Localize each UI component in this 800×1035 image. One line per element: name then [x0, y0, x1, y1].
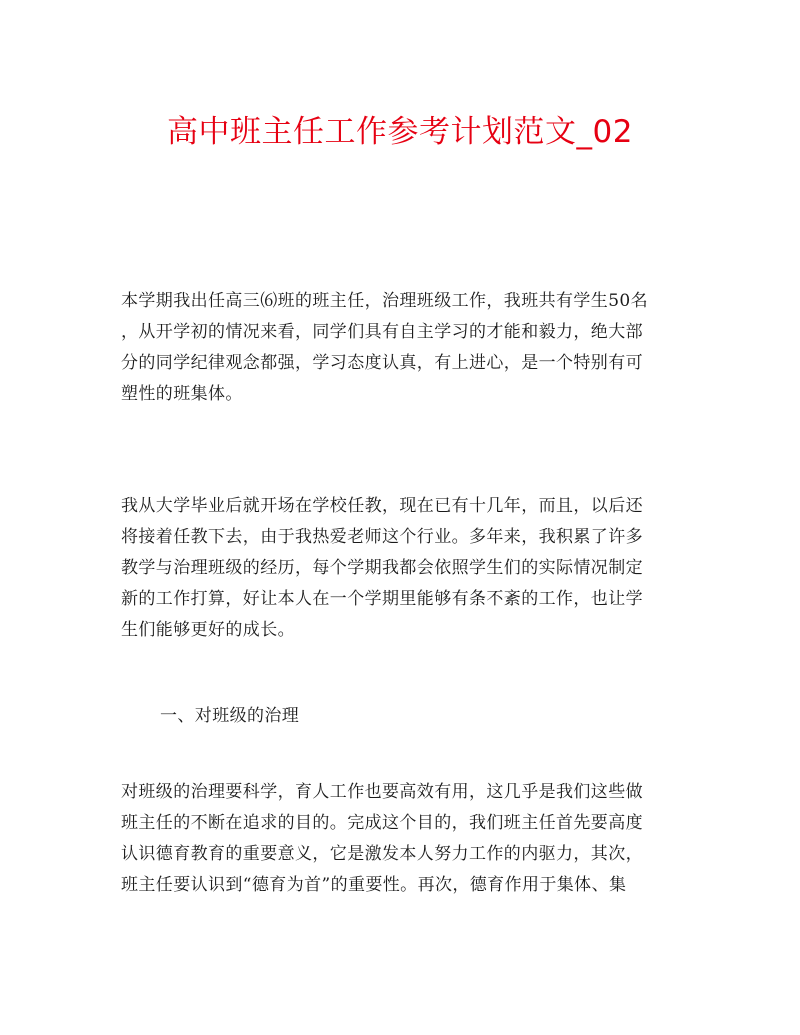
- paragraph-teaching-experience: [121, 491, 681, 646]
- text-line: 塑性的班集体。: [121, 384, 243, 404]
- section-heading: 一、对班级的治理: [160, 706, 300, 726]
- text-line: 对班级的治理要科学，育人工作也要高效有用，这几乎是我们这些做: [121, 782, 643, 802]
- text-line: 新的工作打算，好让本人在一个学期里能够有条不紊的工作，也让学: [121, 589, 643, 609]
- text-line: 我从大学毕业后就开场在学校任教，现在已有十几年，而且，以后还: [121, 496, 643, 516]
- text-line: 教学与治理班级的经历，每个学期我都会依照学生们的实际情况制定: [121, 558, 643, 578]
- paragraph-class-management: [121, 777, 681, 901]
- text-line: 班主任的不断在追求的目的。完成这个目的，我们班主任首先要高度: [121, 813, 643, 833]
- text-line: 将接着任教下去，由于我热爱老师这个行业。多年来，我积累了许多: [121, 527, 643, 547]
- text-line: 分的同学纪律观念都强，学习态度认真，有上进心，是一个特别有可: [121, 353, 643, 373]
- paragraph-class-overview: [121, 286, 681, 410]
- text-line: 本学期我出任高三⑹班的班主任，治理班级工作，我班共有学生50名: [121, 291, 649, 311]
- text-line: 生们能够更好的成长。: [121, 620, 295, 640]
- text-line: 班主任要认识到“德育为首”的重要性。再次，德育作用于集体、集: [121, 875, 627, 895]
- document-title: 高中班主任工作参考计划范文_02: [167, 114, 633, 150]
- text-line: 认识德育教育的重要意义，它是激发本人努力工作的内驱力，其次，: [121, 844, 643, 864]
- text-line: ，从开学初的情况来看，同学们具有自主学习的才能和毅力，绝大部: [121, 322, 643, 342]
